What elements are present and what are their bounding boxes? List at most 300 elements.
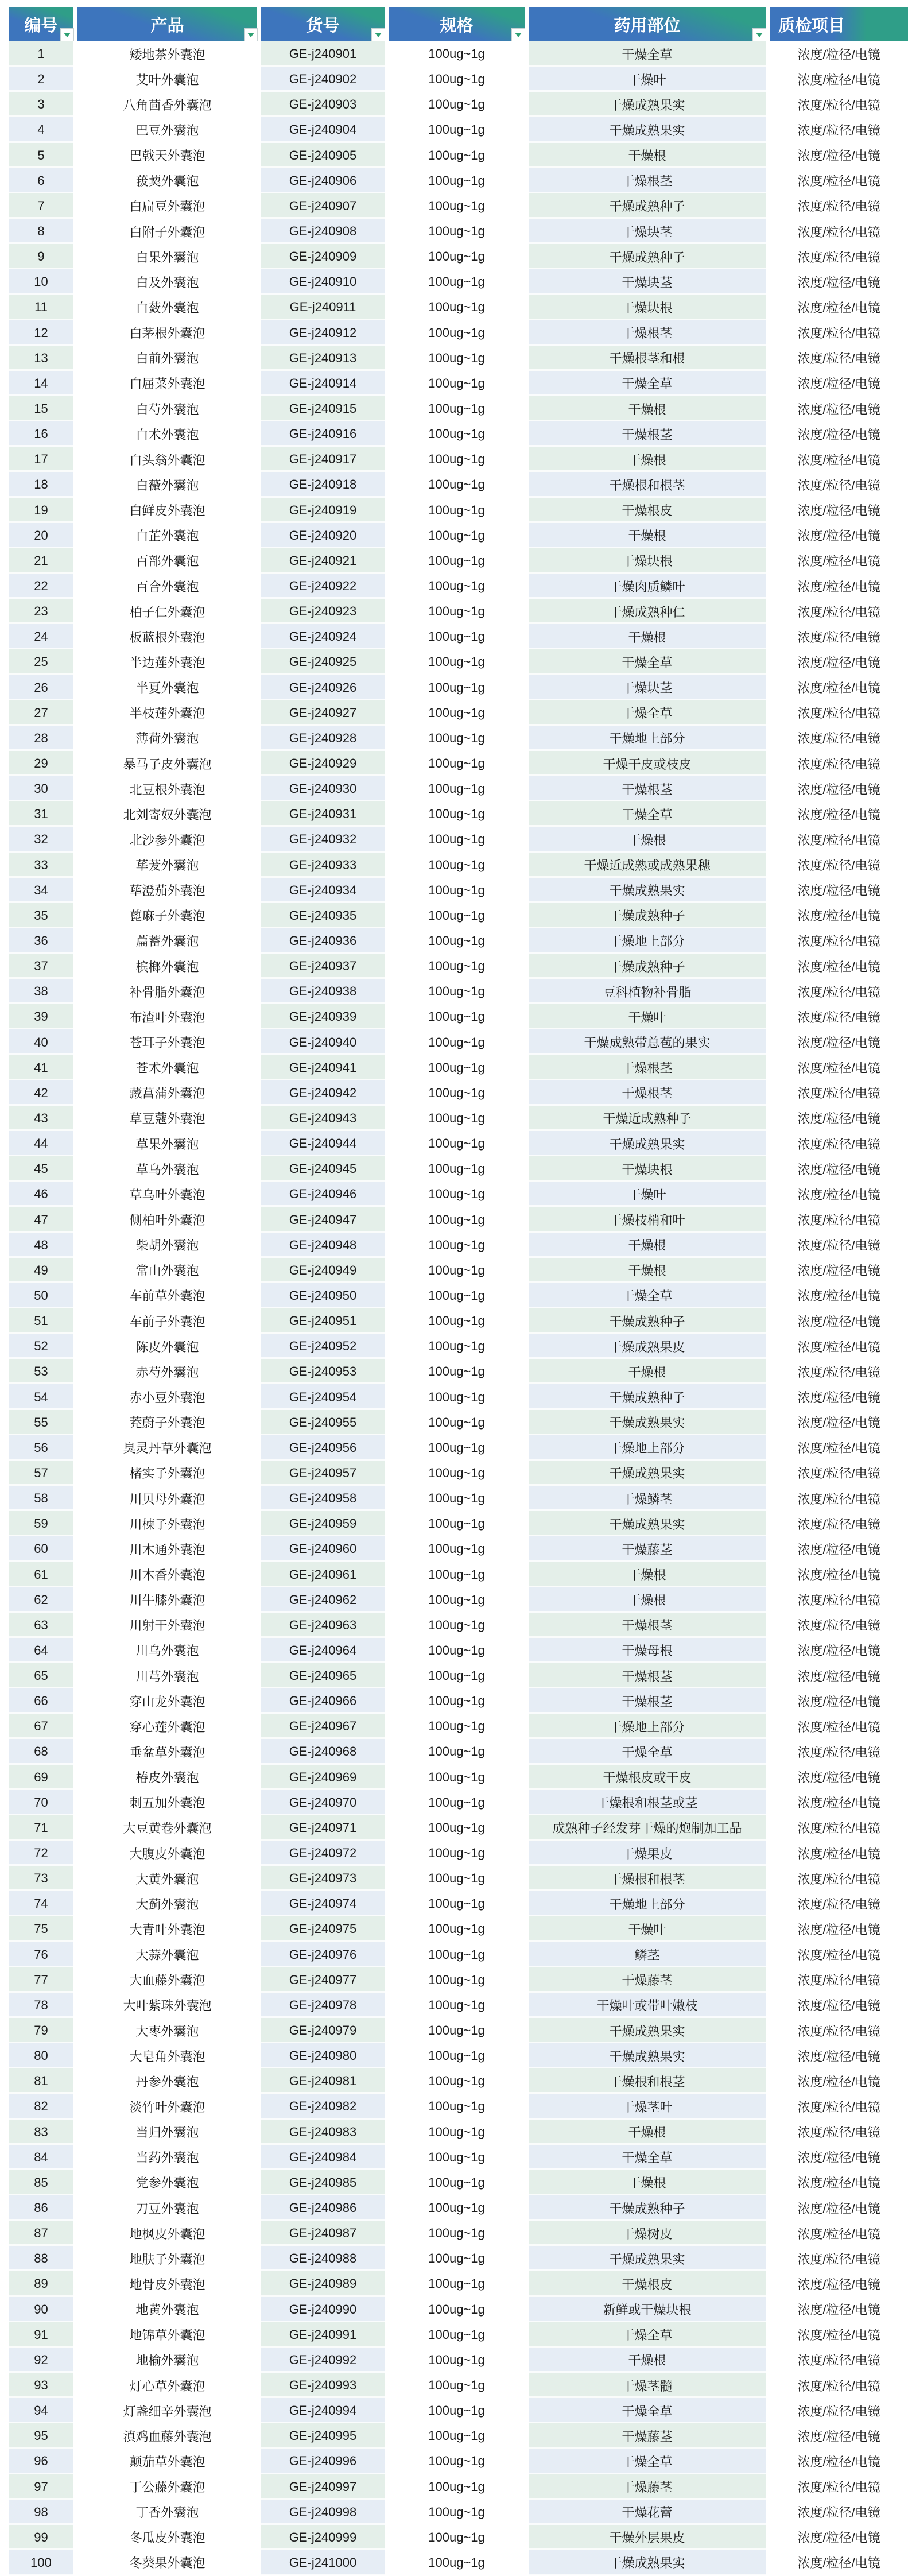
cell-qc: 浓度/粒径/电镜 bbox=[797, 402, 880, 417]
cell-qc: 浓度/粒径/电镜 bbox=[797, 2328, 880, 2343]
cell-spec: 100ug~1g bbox=[428, 1136, 485, 1151]
table-row bbox=[9, 1156, 908, 1182]
cell-spec: 100ug~1g bbox=[428, 1846, 485, 1861]
cell-code: GE-j240988 bbox=[261, 2246, 385, 2271]
cell-number: 69 bbox=[9, 1765, 73, 1790]
cell-product: 大腹皮外囊泡 bbox=[129, 1846, 205, 1861]
cell-code: GE-j240958 bbox=[261, 1486, 385, 1511]
header-label-code: 货号 bbox=[306, 17, 340, 35]
cell-product: 地骨皮外囊泡 bbox=[129, 2277, 205, 2292]
cell-code: GE-j240914 bbox=[261, 371, 385, 396]
cell-code: GE-j240906 bbox=[261, 168, 385, 193]
cell-number: 40 bbox=[9, 1029, 73, 1055]
cell-qc: 浓度/粒径/电镜 bbox=[797, 2176, 880, 2191]
table-row bbox=[9, 1714, 908, 1739]
cell-qc: 浓度/粒径/电镜 bbox=[797, 1492, 880, 1506]
cell-spec: 100ug~1g bbox=[428, 2454, 485, 2469]
cell-part: 干燥成熟果实 bbox=[529, 878, 766, 903]
cell-product: 大血藤外囊泡 bbox=[129, 1973, 205, 1988]
cell-qc: 浓度/粒径/电镜 bbox=[797, 1872, 880, 1887]
filter-button-number[interactable] bbox=[60, 28, 74, 41]
cell-spec: 100ug~1g bbox=[428, 756, 485, 770]
cell-code: GE-j240946 bbox=[261, 1182, 385, 1207]
table-row bbox=[9, 1384, 908, 1409]
table-row bbox=[9, 1055, 908, 1080]
cell-product: 侧柏叶外囊泡 bbox=[129, 1213, 205, 1228]
cell-code: GE-j240985 bbox=[261, 2170, 385, 2195]
cell-spec: 100ug~1g bbox=[428, 1871, 485, 1886]
cell-code: GE-j240910 bbox=[261, 269, 385, 295]
cell-spec: 100ug~1g bbox=[428, 375, 485, 390]
table-row bbox=[9, 853, 908, 878]
cell-part: 干燥块茎 bbox=[529, 675, 766, 700]
table-row bbox=[9, 1841, 908, 1866]
cell-spec: 100ug~1g bbox=[428, 2251, 485, 2266]
table-row bbox=[9, 2297, 908, 2322]
table-row bbox=[9, 2094, 908, 2119]
cell-product: 草果外囊泡 bbox=[135, 1137, 199, 1152]
cell-number: 24 bbox=[9, 624, 73, 649]
cell-part: 干燥近成熟种子 bbox=[529, 1106, 766, 1131]
table-row bbox=[9, 421, 908, 447]
cell-product: 滇鸡血藤外囊泡 bbox=[123, 2429, 212, 2444]
cell-part: 干燥根茎 bbox=[529, 320, 766, 346]
table-row bbox=[9, 67, 908, 92]
table-row bbox=[9, 1029, 908, 1055]
cell-product: 白附子外囊泡 bbox=[129, 224, 205, 239]
cell-number: 27 bbox=[9, 700, 73, 726]
cell-number: 95 bbox=[9, 2423, 73, 2449]
cell-spec: 100ug~1g bbox=[428, 2124, 485, 2139]
cell-spec: 100ug~1g bbox=[428, 173, 485, 188]
cell-number: 57 bbox=[9, 1461, 73, 1486]
cell-number: 89 bbox=[9, 2271, 73, 2296]
cell-part: 干燥根茎 bbox=[529, 1613, 766, 1638]
cell-part: 干燥根茎 bbox=[529, 168, 766, 193]
cell-part: 干燥根茎和根 bbox=[529, 346, 766, 371]
cell-qc: 浓度/粒径/电镜 bbox=[797, 72, 880, 87]
cell-qc: 浓度/粒径/电镜 bbox=[797, 1466, 880, 1481]
cell-product: 柴胡外囊泡 bbox=[135, 1238, 199, 1253]
table-row bbox=[9, 371, 908, 396]
cell-code: GE-j240913 bbox=[261, 346, 385, 371]
table-row bbox=[9, 878, 908, 903]
cell-qc: 浓度/粒径/电镜 bbox=[797, 1339, 880, 1354]
cell-qc: 浓度/粒径/电镜 bbox=[797, 630, 880, 645]
cell-qc: 浓度/粒径/电镜 bbox=[797, 224, 880, 239]
cell-spec: 100ug~1g bbox=[428, 502, 485, 517]
cell-number: 1 bbox=[9, 41, 73, 67]
cell-qc: 浓度/粒径/电镜 bbox=[797, 2480, 880, 2495]
cell-code: GE-j240975 bbox=[261, 1916, 385, 1942]
table-row bbox=[9, 2423, 908, 2449]
cell-product: 川乌外囊泡 bbox=[135, 1644, 199, 1659]
cell-product: 大皂角外囊泡 bbox=[129, 2049, 205, 2064]
cell-part: 干燥成熟种子 bbox=[529, 244, 766, 269]
cell-number: 48 bbox=[9, 1233, 73, 1258]
cell-number: 49 bbox=[9, 1258, 73, 1283]
cell-product: 萹蓄外囊泡 bbox=[135, 934, 199, 949]
cell-product: 淡竹叶外囊泡 bbox=[129, 2099, 205, 2114]
cell-spec: 100ug~1g bbox=[428, 1972, 485, 1987]
cell-spec: 100ug~1g bbox=[428, 1440, 485, 1455]
cell-part: 干燥全草 bbox=[529, 649, 766, 675]
cell-number: 38 bbox=[9, 979, 73, 1004]
cell-part: 干燥茎髓 bbox=[529, 2373, 766, 2398]
cell-number: 65 bbox=[9, 1663, 73, 1688]
cell-spec: 100ug~1g bbox=[428, 2479, 485, 2494]
cell-qc: 浓度/粒径/电镜 bbox=[797, 2556, 880, 2571]
cell-product: 白扁豆外囊泡 bbox=[129, 199, 205, 214]
table-row bbox=[9, 574, 908, 599]
cell-code: GE-j240942 bbox=[261, 1080, 385, 1106]
table-row bbox=[9, 92, 908, 117]
table-header bbox=[9, 7, 908, 41]
cell-number: 96 bbox=[9, 2449, 73, 2474]
cell-number: 28 bbox=[9, 726, 73, 751]
cell-qc: 浓度/粒径/电镜 bbox=[797, 1542, 880, 1557]
cell-part: 干燥成熟果实 bbox=[529, 92, 766, 117]
cell-number: 36 bbox=[9, 928, 73, 954]
cell-product: 大蒜外囊泡 bbox=[135, 1948, 199, 1963]
table-row bbox=[9, 1182, 908, 1207]
cell-code: GE-j240978 bbox=[261, 1993, 385, 2018]
cell-part: 干燥全草 bbox=[529, 1739, 766, 1764]
cell-product: 冬葵果外囊泡 bbox=[129, 2556, 205, 2571]
table-row bbox=[9, 624, 908, 649]
table-row bbox=[9, 143, 908, 168]
cell-code: GE-j240940 bbox=[261, 1029, 385, 1055]
table-row bbox=[9, 1106, 908, 1131]
cell-part: 干燥成熟果实 bbox=[529, 117, 766, 142]
header-cell-code bbox=[261, 7, 385, 41]
cell-qc: 浓度/粒径/电镜 bbox=[797, 1289, 880, 1304]
cell-part: 干燥根 bbox=[529, 624, 766, 649]
cell-number: 12 bbox=[9, 320, 73, 346]
filter-button-part[interactable] bbox=[752, 28, 766, 41]
cell-number: 41 bbox=[9, 1055, 73, 1080]
table-row bbox=[9, 1638, 908, 1663]
cell-part: 干燥成熟果实 bbox=[529, 2043, 766, 2068]
cell-qc: 浓度/粒径/电镜 bbox=[797, 655, 880, 670]
cell-code: GE-j240998 bbox=[261, 2500, 385, 2525]
cell-code: GE-j240955 bbox=[261, 1410, 385, 1435]
table-row bbox=[9, 41, 908, 67]
table-row bbox=[9, 1739, 908, 1764]
cell-part: 干燥根茎 bbox=[529, 1080, 766, 1106]
header-cell-qc bbox=[770, 7, 908, 41]
table-row bbox=[9, 1435, 908, 1461]
cell-qc: 浓度/粒径/电镜 bbox=[797, 1973, 880, 1988]
cell-spec: 100ug~1g bbox=[428, 2074, 485, 2089]
cell-spec: 100ug~1g bbox=[428, 1896, 485, 1911]
table-row bbox=[9, 1410, 908, 1435]
cell-number: 53 bbox=[9, 1359, 73, 1384]
table-row bbox=[9, 649, 908, 675]
cell-part: 干燥成熟种子 bbox=[529, 193, 766, 219]
cell-code: GE-j240947 bbox=[261, 1207, 385, 1232]
cell-code: GE-j240984 bbox=[261, 2145, 385, 2170]
cell-number: 55 bbox=[9, 1410, 73, 1435]
cell-spec: 100ug~1g bbox=[428, 1668, 485, 1683]
cell-product: 地肤子外囊泡 bbox=[129, 2252, 205, 2267]
cell-spec: 100ug~1g bbox=[428, 1997, 485, 2012]
cell-number: 30 bbox=[9, 776, 73, 801]
cell-number: 86 bbox=[9, 2195, 73, 2221]
cell-code: GE-j240997 bbox=[261, 2474, 385, 2500]
cell-product: 大蓟外囊泡 bbox=[135, 1897, 199, 1912]
cell-spec: 100ug~1g bbox=[428, 984, 485, 999]
cell-part: 干燥根 bbox=[529, 1258, 766, 1283]
cell-number: 17 bbox=[9, 447, 73, 472]
cell-product: 荜澄茄外囊泡 bbox=[129, 884, 205, 898]
cell-part: 干燥全草 bbox=[529, 2322, 766, 2348]
cell-number: 70 bbox=[9, 1790, 73, 1815]
cell-spec: 100ug~1g bbox=[428, 1314, 485, 1328]
filter-button-spec[interactable] bbox=[511, 28, 525, 41]
cell-part: 干燥成熟种子 bbox=[529, 903, 766, 928]
cell-number: 80 bbox=[9, 2043, 73, 2068]
cell-product: 北刘寄奴外囊泡 bbox=[123, 807, 212, 822]
cell-product: 蓖麻子外囊泡 bbox=[129, 909, 205, 924]
cell-number: 92 bbox=[9, 2348, 73, 2373]
cell-spec: 100ug~1g bbox=[428, 857, 485, 872]
table-row bbox=[9, 1334, 908, 1359]
table-row bbox=[9, 2500, 908, 2525]
cell-code: GE-j240999 bbox=[261, 2525, 385, 2550]
cell-number: 42 bbox=[9, 1080, 73, 1106]
cell-part: 干燥块根 bbox=[529, 1156, 766, 1182]
cell-spec: 100ug~1g bbox=[428, 2428, 485, 2443]
cell-part: 干燥花蕾 bbox=[529, 2500, 766, 2525]
table-row bbox=[9, 472, 908, 497]
cell-number: 68 bbox=[9, 1739, 73, 1764]
header-cell-product bbox=[77, 7, 257, 41]
cell-spec: 100ug~1g bbox=[428, 579, 485, 594]
cell-product: 百部外囊泡 bbox=[135, 554, 199, 569]
cell-part: 干燥果皮 bbox=[529, 1841, 766, 1866]
cell-code: GE-j240903 bbox=[261, 92, 385, 117]
cell-product: 艾叶外囊泡 bbox=[135, 72, 199, 87]
cell-spec: 100ug~1g bbox=[428, 528, 485, 543]
cell-product: 地黄外囊泡 bbox=[135, 2303, 199, 2318]
cell-part: 干燥根 bbox=[529, 1587, 766, 1613]
cell-product: 白芷外囊泡 bbox=[135, 529, 199, 544]
cell-number: 44 bbox=[9, 1131, 73, 1156]
cell-qc: 浓度/粒径/电镜 bbox=[797, 149, 880, 164]
cell-qc: 浓度/粒径/电镜 bbox=[797, 2049, 880, 2064]
table-row bbox=[9, 1815, 908, 1841]
cell-product: 半枝莲外囊泡 bbox=[129, 706, 205, 721]
cell-product: 白鲜皮外囊泡 bbox=[129, 503, 205, 518]
cell-product: 暴马子皮外囊泡 bbox=[123, 757, 212, 772]
cell-code: GE-j240938 bbox=[261, 979, 385, 1004]
cell-part: 干燥叶 bbox=[529, 1004, 766, 1029]
cell-qc: 浓度/粒径/电镜 bbox=[797, 605, 880, 619]
cell-product: 草乌外囊泡 bbox=[135, 1162, 199, 1177]
cell-qc: 浓度/粒径/电镜 bbox=[797, 1416, 880, 1431]
cell-product: 丹参外囊泡 bbox=[135, 2074, 199, 2089]
cell-qc: 浓度/粒径/电镜 bbox=[797, 1036, 880, 1051]
header-cell-spec bbox=[389, 7, 525, 41]
table-row bbox=[9, 2120, 908, 2145]
cell-product: 白薇外囊泡 bbox=[135, 478, 199, 493]
filter-button-code[interactable] bbox=[371, 28, 385, 41]
cell-part: 干燥成熟果实 bbox=[529, 2550, 766, 2575]
cell-number: 11 bbox=[9, 295, 73, 320]
cell-code: GE-j240956 bbox=[261, 1435, 385, 1461]
cell-number: 46 bbox=[9, 1182, 73, 1207]
cell-code: GE-j240971 bbox=[261, 1815, 385, 1841]
cell-number: 99 bbox=[9, 2525, 73, 2550]
cell-qc: 浓度/粒径/电镜 bbox=[797, 1796, 880, 1811]
cell-qc: 浓度/粒径/电镜 bbox=[797, 2379, 880, 2393]
cell-code: GE-j240982 bbox=[261, 2094, 385, 2119]
table-row bbox=[9, 2145, 908, 2170]
cell-part: 干燥全草 bbox=[529, 41, 766, 67]
cell-number: 82 bbox=[9, 2094, 73, 2119]
table-row bbox=[9, 548, 908, 574]
cell-product: 北豆根外囊泡 bbox=[129, 782, 205, 797]
cell-part: 干燥根 bbox=[529, 1562, 766, 1587]
cell-number: 13 bbox=[9, 346, 73, 371]
cell-spec: 100ug~1g bbox=[428, 933, 485, 948]
cell-code: GE-j240930 bbox=[261, 776, 385, 801]
cell-number: 45 bbox=[9, 1156, 73, 1182]
cell-spec: 100ug~1g bbox=[428, 1187, 485, 1202]
cell-qc: 浓度/粒径/电镜 bbox=[797, 1719, 880, 1734]
cell-qc: 浓度/粒径/电镜 bbox=[797, 2277, 880, 2292]
cell-number: 91 bbox=[9, 2322, 73, 2348]
cell-spec: 100ug~1g bbox=[428, 1262, 485, 1277]
cell-part: 干燥根 bbox=[529, 2348, 766, 2373]
cell-part: 干燥全草 bbox=[529, 371, 766, 396]
table-row bbox=[9, 928, 908, 954]
cell-code: GE-j240972 bbox=[261, 1841, 385, 1866]
cell-product: 川射干外囊泡 bbox=[129, 1618, 205, 1633]
cell-spec: 100ug~1g bbox=[428, 1035, 485, 1049]
cell-code: GE-j240991 bbox=[261, 2322, 385, 2348]
cell-code: GE-j240924 bbox=[261, 624, 385, 649]
cell-number: 78 bbox=[9, 1993, 73, 2018]
cell-code: GE-j240937 bbox=[261, 954, 385, 979]
cell-spec: 100ug~1g bbox=[428, 959, 485, 974]
cell-part: 干燥肉质鳞叶 bbox=[529, 574, 766, 599]
cell-part: 干燥根 bbox=[529, 2120, 766, 2145]
cell-spec: 100ug~1g bbox=[428, 122, 485, 137]
header-label-qc: 质检项目 bbox=[778, 17, 845, 35]
cell-product: 刺五加外囊泡 bbox=[129, 1796, 205, 1811]
cell-spec: 100ug~1g bbox=[428, 224, 485, 239]
cell-number: 7 bbox=[9, 193, 73, 219]
cell-product: 地枫皮外囊泡 bbox=[129, 2226, 205, 2241]
cell-number: 76 bbox=[9, 1942, 73, 1967]
cell-qc: 浓度/粒径/电镜 bbox=[797, 2531, 880, 2546]
cell-product: 穿山龙外囊泡 bbox=[129, 1694, 205, 1709]
cell-product: 臭灵丹草外囊泡 bbox=[123, 1441, 212, 1456]
table-row bbox=[9, 903, 908, 928]
cell-product: 白头翁外囊泡 bbox=[129, 452, 205, 467]
cell-spec: 100ug~1g bbox=[428, 2378, 485, 2392]
cell-qc: 浓度/粒径/电镜 bbox=[797, 2024, 880, 2039]
cell-number: 18 bbox=[9, 472, 73, 497]
table-row bbox=[9, 2271, 908, 2296]
cell-spec: 100ug~1g bbox=[428, 832, 485, 847]
cell-code: GE-j240923 bbox=[261, 599, 385, 624]
cell-product: 灯盏细辛外囊泡 bbox=[123, 2404, 212, 2419]
cell-part: 干燥成熟果实 bbox=[529, 1410, 766, 1435]
cell-number: 2 bbox=[9, 67, 73, 92]
cell-code: GE-j240904 bbox=[261, 117, 385, 142]
cell-number: 72 bbox=[9, 1841, 73, 1866]
cell-number: 33 bbox=[9, 853, 73, 878]
cell-part: 干燥成熟果实 bbox=[529, 2018, 766, 2043]
cell-product: 川木通外囊泡 bbox=[129, 1542, 205, 1557]
table-body bbox=[9, 41, 908, 2575]
table-row bbox=[9, 1942, 908, 1967]
cell-part: 干燥成熟果实 bbox=[529, 1511, 766, 1536]
cell-qc: 浓度/粒径/电镜 bbox=[797, 2099, 880, 2114]
table-row bbox=[9, 269, 908, 295]
cell-qc: 浓度/粒径/电镜 bbox=[797, 2303, 880, 2318]
filter-button-product[interactable] bbox=[244, 28, 258, 41]
cell-product: 丁香外囊泡 bbox=[135, 2505, 199, 2520]
cell-product: 巴豆外囊泡 bbox=[135, 123, 199, 138]
cell-spec: 100ug~1g bbox=[428, 1237, 485, 1252]
cell-code: GE-j240970 bbox=[261, 1790, 385, 1815]
cell-code: GE-j240944 bbox=[261, 1131, 385, 1156]
header-cell-number bbox=[9, 7, 73, 41]
cell-spec: 100ug~1g bbox=[428, 1212, 485, 1227]
cell-code: GE-j240933 bbox=[261, 853, 385, 878]
cell-part: 干燥地上部分 bbox=[529, 1714, 766, 1739]
table-row bbox=[9, 954, 908, 979]
cell-product: 刀豆外囊泡 bbox=[135, 2201, 199, 2216]
cell-spec: 100ug~1g bbox=[428, 2226, 485, 2241]
cell-number: 19 bbox=[9, 498, 73, 523]
cell-number: 37 bbox=[9, 954, 73, 979]
cell-number: 71 bbox=[9, 1815, 73, 1841]
cell-spec: 100ug~1g bbox=[428, 1465, 485, 1480]
cell-spec: 100ug~1g bbox=[428, 2529, 485, 2544]
table-row bbox=[9, 1891, 908, 1916]
cell-spec: 100ug~1g bbox=[428, 1060, 485, 1075]
cell-code: GE-j240948 bbox=[261, 1233, 385, 1258]
cell-part: 干燥根茎 bbox=[529, 421, 766, 447]
cell-product: 党参外囊泡 bbox=[135, 2176, 199, 2191]
cell-spec: 100ug~1g bbox=[428, 427, 485, 441]
cell-number: 5 bbox=[9, 143, 73, 168]
cell-code: GE-j240908 bbox=[261, 219, 385, 244]
cell-number: 77 bbox=[9, 1967, 73, 1993]
table-row bbox=[9, 1258, 908, 1283]
cell-number: 16 bbox=[9, 421, 73, 447]
cell-number: 63 bbox=[9, 1613, 73, 1638]
cell-code: GE-j240992 bbox=[261, 2348, 385, 2373]
cell-product: 川芎外囊泡 bbox=[135, 1669, 199, 1684]
cell-part: 干燥成熟果实 bbox=[529, 2246, 766, 2271]
cell-qc: 浓度/粒径/电镜 bbox=[797, 959, 880, 974]
cell-qc: 浓度/粒径/电镜 bbox=[797, 503, 880, 518]
cell-part: 干燥成熟果实 bbox=[529, 1131, 766, 1156]
cell-number: 60 bbox=[9, 1536, 73, 1562]
cell-product: 穿心莲外囊泡 bbox=[129, 1719, 205, 1734]
cell-product: 薄荷外囊泡 bbox=[135, 731, 199, 746]
cell-qc: 浓度/粒径/电镜 bbox=[797, 1644, 880, 1659]
cell-qc: 浓度/粒径/电镜 bbox=[797, 123, 880, 138]
cell-code: GE-j240943 bbox=[261, 1106, 385, 1131]
table-row bbox=[9, 447, 908, 472]
